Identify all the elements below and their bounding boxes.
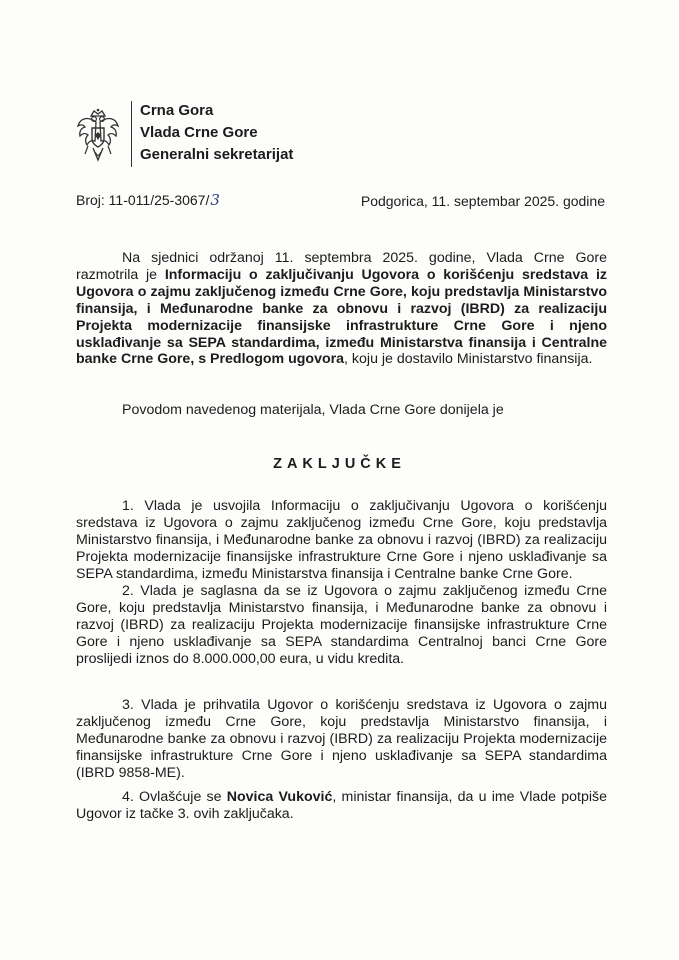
conclusion-2: 2. Vlada je saglasna da se iz Ugovora o zajmu zaključenog između Crne Gore, koju predstavlja Ministarstvo finansija, i Međunarodne banke za obnovu i razvoj (IBRD) za realizaciju Projekta modernizacije finansijske infrastrukture Crne Gore i njeno usklađivanje sa SEPA standardima Centralnoj banci Crne Gore proslijedi iznos do 8.000.000,00 eura, u vidu kredita. (76, 583, 607, 667)
org-secretariat: Generalni sekretarijat (140, 146, 294, 163)
org-government: Vlada Crne Gore (140, 124, 258, 141)
conclusion-4-end: , ministar finansija, da u ime Vlade potpiše Ugovor iz tačke 3. ovih zaključaka. (76, 789, 608, 822)
intro-text-start: Na sjednici održanoj 11. septembra 2025. godine, Vlada Crne Gore razmotrila je (76, 250, 607, 283)
section-title: ZAKLJUČKE (273, 456, 406, 472)
reference-label: Broj: 11-011/25-3067/ (76, 192, 210, 208)
conclusion-1: 1. Vlada je usvojila Informaciju o zaključivanju Ugovora o korišćenju sredstava iz Ugovora o zajmu zaključenog između Crne Gore, koju predstavlja Ministarstvo finansija, i Međunarodne banke za obnovu i razvoj (IBRD) za realizaciju Projekta modernizacije finansijske infrastrukture Crne Gore i njeno usklađivanje sa SEPA standardima, između Ministarstva finansija i Centralne banke Crne Gore. (76, 498, 607, 582)
intro-paragraph (76, 250, 607, 368)
document-date: Podgorica, 11. septembar 2025. godine (360, 193, 605, 209)
conclusion-3: 3. Vlada je prihvatila Ugovor o korišćenju sredstava iz Ugovora o zajmu zaključenog između Crne Gore, koju predstavlja Ministarstvo finansija, i Međunarodne banke za obnovu i razvoj (IBRD) za realizaciju Projekta modernizacije finansijske infrastrukture Crne Gore i njeno usklađivanje sa SEPA standardima (IBRD 9858-ME). (76, 697, 607, 781)
conclusion-4-start: 4. Ovlašćuje se (122, 789, 227, 805)
montenegro-coat-of-arms-icon (76, 108, 120, 164)
intro-subject: Informaciju o zaključivanju Ugovora o korišćenju sredstava iz Ugovora o zajmu zaključenog između Crne Gore, koju predstavlja Ministarstvo finansija, i Međunarodne banke za obnovu i razvoj (IBRD) za realizaciju Projekta modernizacije finansijske infrastrukture Crne Gore i njeno usklađivanje sa SEPA standardima, između Ministarstva finansija i Centralne banke Crne Gore, s Predlogom ugovora (76, 266, 607, 368)
organization-header (140, 100, 293, 166)
org-country: Crna Gora (140, 102, 214, 119)
conclusion-4 (76, 789, 607, 823)
handwritten-suffix: 3 (210, 191, 220, 209)
reference-number (76, 191, 220, 209)
intro-statement: Povodom navedenog materijala, Vlada Crne Gore donijela je (122, 402, 504, 418)
intro-text-end: , koju je dostavilo Ministarstvo finansija. (344, 351, 593, 368)
header-divider (131, 101, 132, 167)
minister-name: Novica Vuković (226, 789, 333, 805)
